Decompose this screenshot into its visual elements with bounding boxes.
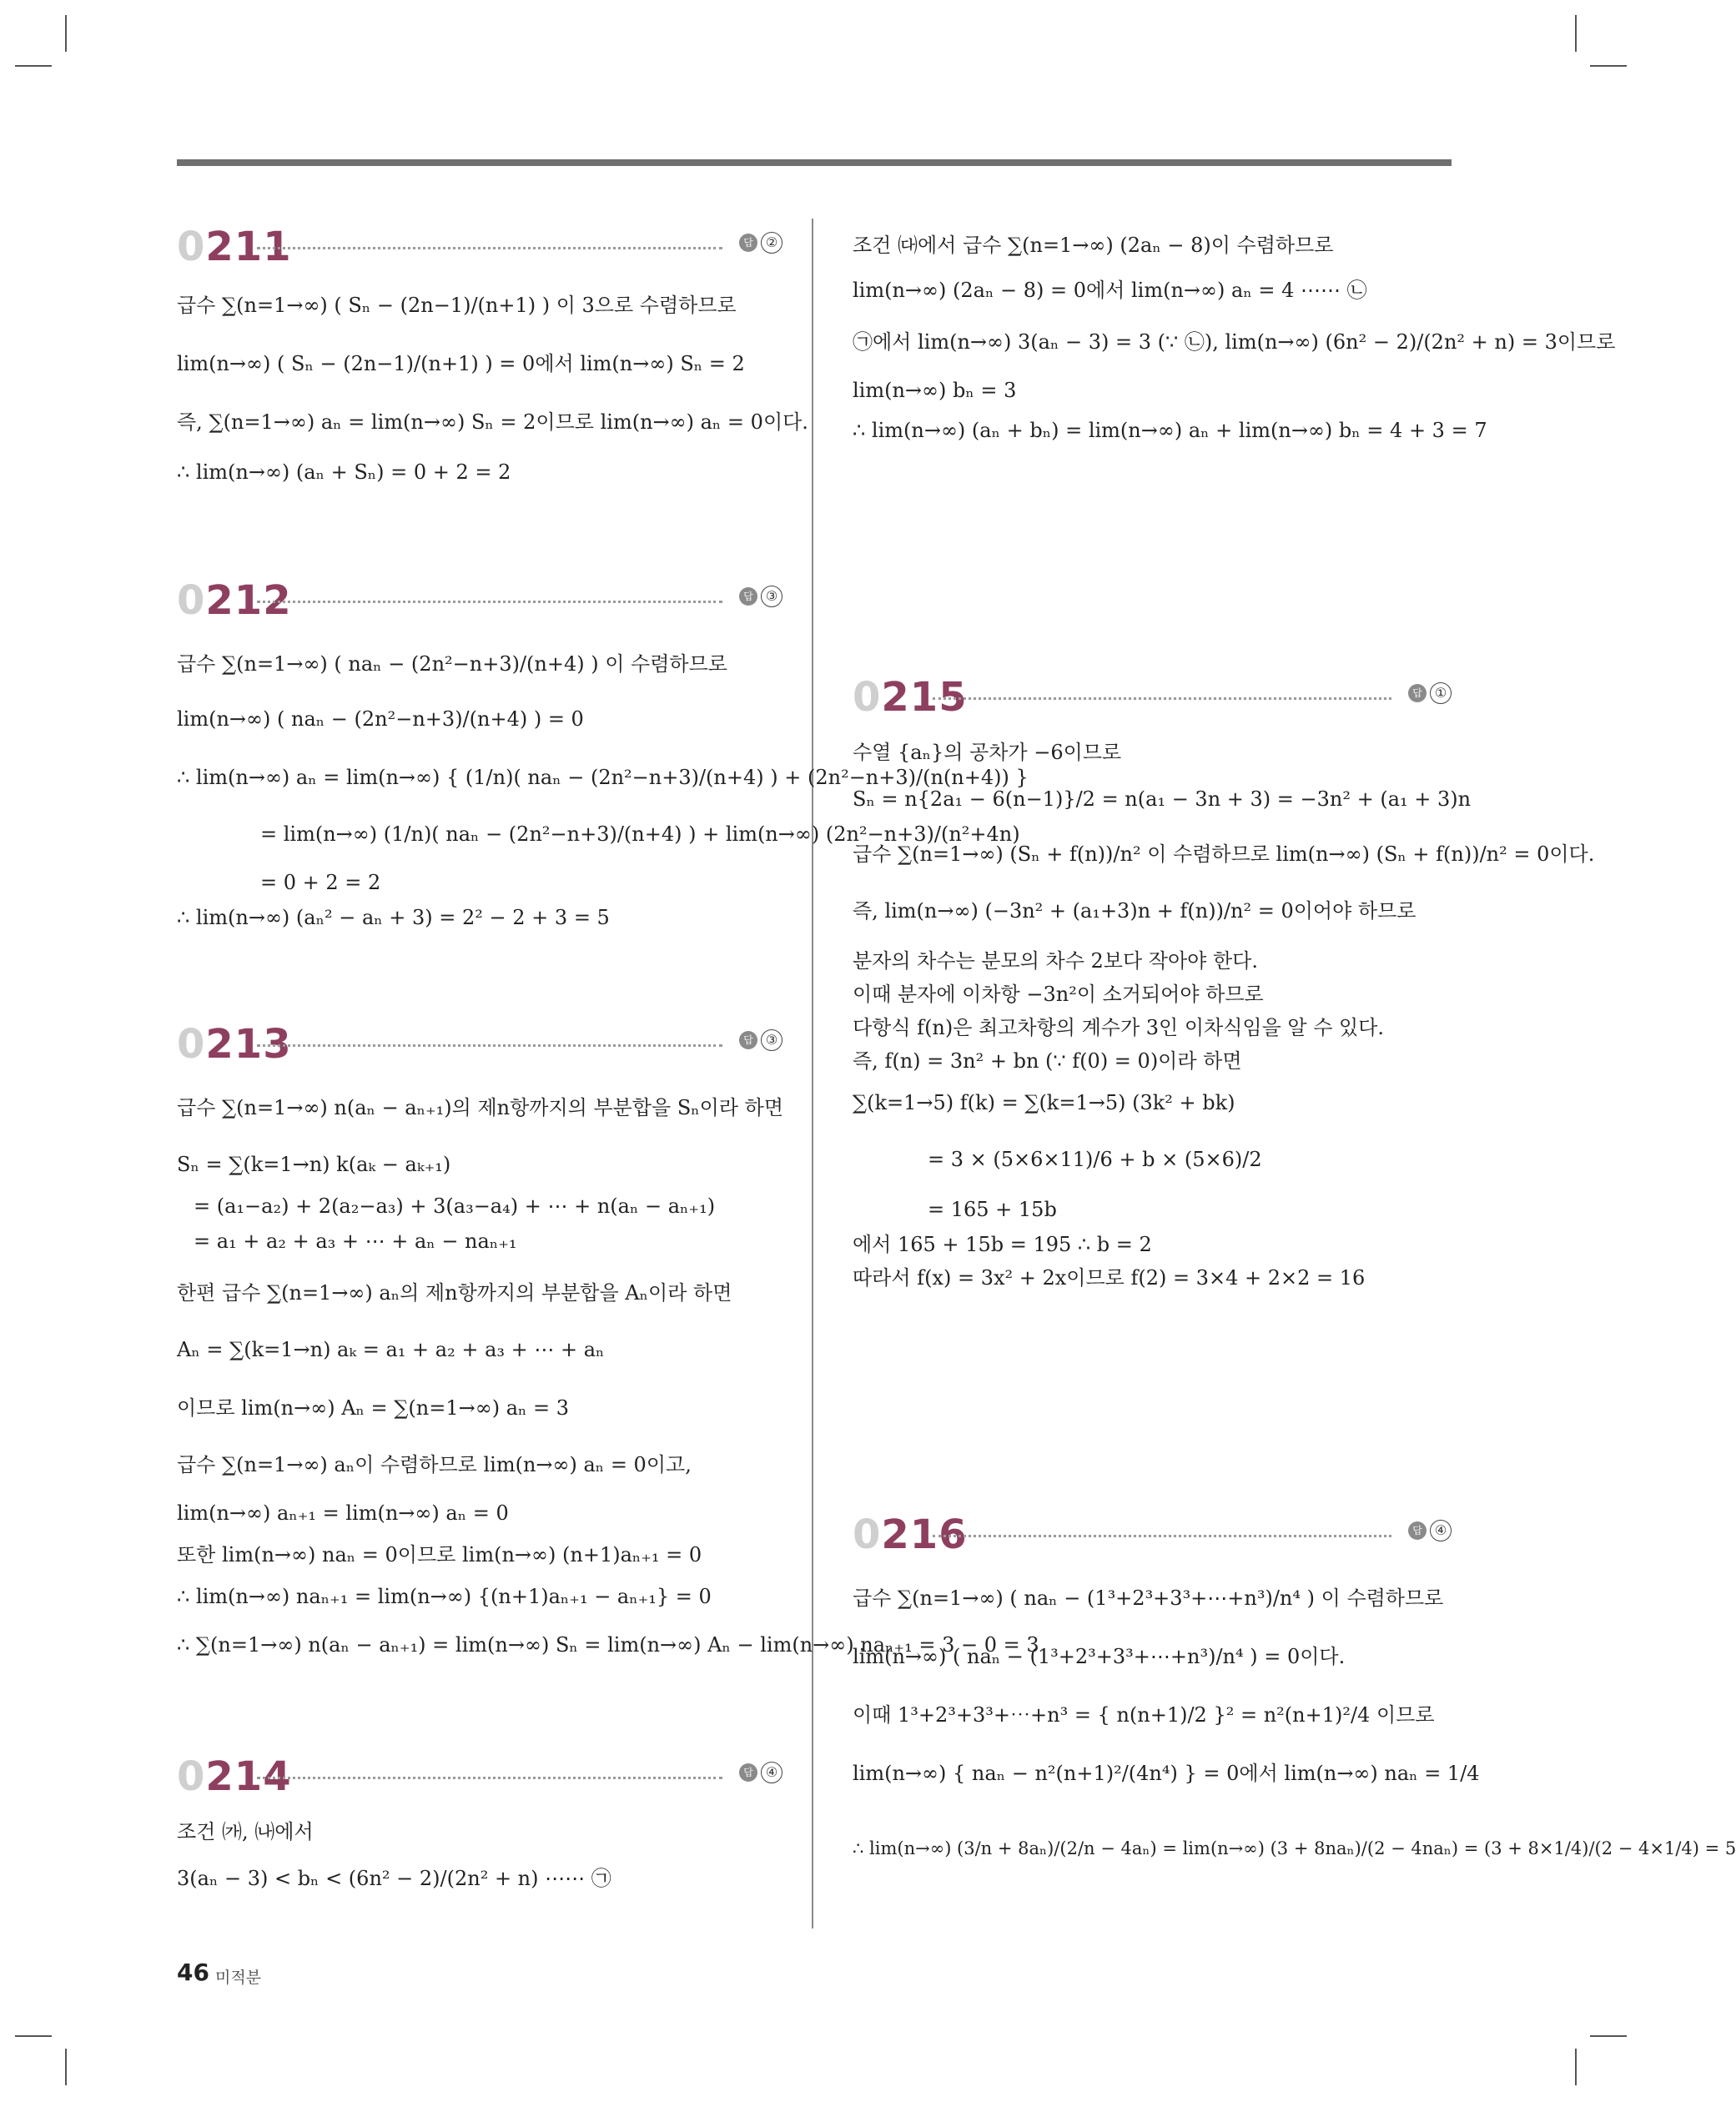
answer-choice: ③ xyxy=(761,1029,782,1051)
page-number: 46 xyxy=(177,1959,209,1986)
answer-choice: ④ xyxy=(761,1762,782,1783)
solution-line: 급수 ∑(n=1→∞) (Sₙ + f(n))/n² 이 수렴하므로 lim(n→∞) (Sₙ + f(n))/n² = 0이다. xyxy=(853,842,1595,866)
answer-marker xyxy=(739,232,782,254)
crop-mark xyxy=(1590,65,1627,67)
solution-line: 이때 분자에 이차항 −3n²이 소거되어야 하므로 xyxy=(853,983,1264,1006)
solution-line: 다항식 f(n)은 최고차항의 계수가 3인 이차식임을 알 수 있다. xyxy=(853,1016,1385,1039)
crop-mark xyxy=(65,15,67,52)
answer-marker xyxy=(739,586,782,607)
problem-header-0212 xyxy=(177,576,782,626)
crop-mark xyxy=(15,2035,52,2037)
problem-header-0213 xyxy=(177,1019,782,1069)
solution-line: 수열 {aₙ}의 공차가 −6이므로 xyxy=(853,741,1122,764)
answer-tag: 답 xyxy=(1408,684,1427,702)
subject-label: 미적분 xyxy=(215,1969,262,1987)
crop-mark xyxy=(1590,2035,1627,2037)
problem-header-0214 xyxy=(177,1752,782,1802)
solution-line: 급수 ∑(n=1→∞) aₙ이 수렴하므로 lim(n→∞) aₙ = 0이고, xyxy=(177,1453,692,1476)
crop-mark xyxy=(65,2049,67,2085)
answer-tag: 답 xyxy=(739,587,757,606)
solution-line: 즉, lim(n→∞) (−3n² + (a₁+3)n + f(n))/n² = 0이어야 하므로 xyxy=(853,899,1416,923)
solution-line: 조건 ㈎, ㈏에서 xyxy=(177,1820,314,1843)
solution-line: 한편 급수 ∑(n=1→∞) aₙ의 제n항까지의 부분합을 Aₙ이라 하면 xyxy=(177,1281,732,1305)
solution-line: ∴ lim(n→∞) (aₙ + bₙ) = lim(n→∞) aₙ + lim(n→∞) bₙ = 4 + 3 = 7 xyxy=(853,419,1487,442)
problem-number: 0215 xyxy=(853,674,968,721)
leader-dots xyxy=(933,1535,1391,1537)
answer-marker xyxy=(1408,682,1452,704)
solution-line: lim(n→∞) { naₙ − n²(n+1)²/(4n⁴) } = 0에서 lim(n→∞) naₙ = 1/4 xyxy=(853,1762,1480,1785)
solution-line: lim(n→∞) aₙ₊₁ = lim(n→∞) aₙ = 0 xyxy=(177,1501,509,1525)
problem-number: 0216 xyxy=(853,1511,968,1558)
answer-marker xyxy=(1408,1520,1452,1541)
crop-mark xyxy=(1575,2049,1577,2085)
solution-line: = 165 + 15b xyxy=(928,1198,1057,1221)
leader-dots xyxy=(933,697,1391,700)
solution-line: ㉠에서 lim(n→∞) 3(aₙ − 3) = 3 (∵ ㉡), lim(n→∞) (6n² − 2)/(2n² + n) = 3이므로 xyxy=(853,330,1616,354)
solution-line: ∴ lim(n→∞) (aₙ² − aₙ + 3) = 2² − 2 + 3 = 5 xyxy=(177,906,610,929)
solution-line: 3(aₙ − 3) < bₙ < (6n² − 2)/(2n² + n) ⋯⋯ ㉠ xyxy=(177,1867,611,1890)
solution-line: = (a₁−a₂) + 2(a₂−a₃) + 3(a₃−a₄) + ⋯ + n(aₙ − aₙ₊₁) xyxy=(194,1194,716,1218)
problem-number: 0214 xyxy=(177,1753,292,1800)
solution-line: = 0 + 2 = 2 xyxy=(260,871,381,894)
problem-number: 0213 xyxy=(177,1021,292,1068)
top-rule xyxy=(177,159,1452,166)
solution-line: ∴ lim(n→∞) (3/n + 8aₙ)/(2/n − 4aₙ) = lim(n→∞) (3 + 8naₙ)/(2 − 4naₙ) = (3 + 8×1/4)/(2 − 4×1/4) = 5 xyxy=(853,1838,1736,1858)
solution-line: Sₙ = ∑(k=1→n) k(aₖ − aₖ₊₁) xyxy=(177,1153,451,1176)
column-divider xyxy=(812,219,813,1929)
leader-dots xyxy=(257,1777,722,1779)
answer-marker xyxy=(739,1029,782,1051)
leader-dots xyxy=(257,1044,722,1047)
solution-line: ∴ lim(n→∞) naₙ₊₁ = lim(n→∞) {(n+1)aₙ₊₁ − aₙ₊₁} = 0 xyxy=(177,1585,712,1608)
problem-number: 0211 xyxy=(177,224,292,270)
solution-line: lim(n→∞) (2aₙ − 8) = 0에서 lim(n→∞) aₙ = 4 ⋯⋯ ㉡ xyxy=(853,279,1367,302)
answer-choice: ④ xyxy=(1430,1520,1452,1541)
solution-line: 이므로 lim(n→∞) Aₙ = ∑(n=1→∞) aₙ = 3 xyxy=(177,1396,570,1420)
leader-dots xyxy=(257,247,722,249)
solution-line: = 3 × (5×6×11)/6 + b × (5×6)/2 xyxy=(928,1148,1262,1171)
answer-choice: ① xyxy=(1430,682,1452,704)
answer-choice: ② xyxy=(761,232,782,254)
solution-line: 즉, ∑(n=1→∞) aₙ = lim(n→∞) Sₙ = 2이므로 lim(n→∞) aₙ = 0이다. xyxy=(177,410,808,434)
solution-line: 즉, f(n) = 3n² + bn (∵ f(0) = 0)이라 하면 xyxy=(853,1049,1242,1073)
answer-marker xyxy=(739,1762,782,1783)
solution-line: lim(n→∞) ( naₙ − (1³+2³+3³+⋯+n³)/n⁴ ) = 0이다. xyxy=(853,1645,1346,1668)
problem-number: 0212 xyxy=(177,577,292,624)
solution-line: lim(n→∞) bₙ = 3 xyxy=(853,379,1017,402)
solution-line: ∴ ∑(n=1→∞) n(aₙ − aₙ₊₁) = lim(n→∞) Sₙ = lim(n→∞) Aₙ − lim(n→∞) naₙ₊₁ = 3 − 0 = 3 xyxy=(177,1633,1039,1657)
answer-choice: ③ xyxy=(761,586,782,607)
solution-line: 또한 lim(n→∞) naₙ = 0이므로 lim(n→∞) (n+1)aₙ₊₁ = 0 xyxy=(177,1543,702,1566)
problem-header-0211 xyxy=(177,222,782,272)
answer-tag: 답 xyxy=(739,1031,757,1049)
solution-line: 이때 1³+2³+3³+⋯+n³ = { n(n+1)/2 }² = n²(n+1)²/4 이므로 xyxy=(853,1703,1435,1727)
solution-line: = lim(n→∞) (1/n)( naₙ − (2n²−n+3)/(n+4) ) + lim(n→∞) (2n²−n+3)/(n²+4n) xyxy=(260,822,1020,846)
leader-dots xyxy=(257,601,722,603)
answer-tag: 답 xyxy=(739,234,757,252)
answer-tag: 답 xyxy=(739,1763,757,1782)
answer-tag: 답 xyxy=(1408,1521,1427,1540)
solution-line: 조건 ㈐에서 급수 ∑(n=1→∞) (2aₙ − 8)이 수렴하므로 xyxy=(853,234,1334,257)
solution-line: 따라서 f(x) = 3x² + 2x이므로 f(2) = 3×4 + 2×2 = 16 xyxy=(853,1266,1366,1290)
solution-line: 급수 ∑(n=1→∞) n(aₙ − aₙ₊₁)의 제n항까지의 부분합을 Sₙ이라 하면 xyxy=(177,1096,784,1119)
problem-header-0216 xyxy=(853,1510,1452,1560)
solution-line: 분자의 차수는 분모의 차수 2보다 작아야 한다. xyxy=(853,949,1258,973)
solution-line: ∴ lim(n→∞) aₙ = lim(n→∞) { (1/n)( naₙ − (2n²−n+3)/(n+4) ) + (2n²−n+3)/(n(n+4)) } xyxy=(177,766,1029,789)
crop-mark xyxy=(1575,15,1577,52)
solution-line: ∴ lim(n→∞) (aₙ + Sₙ) = 0 + 2 = 2 xyxy=(177,460,511,484)
solution-line: 에서 165 + 15b = 195 ∴ b = 2 xyxy=(853,1233,1152,1256)
solution-line: lim(n→∞) ( Sₙ − (2n−1)/(n+1) ) = 0에서 lim(n→∞) Sₙ = 2 xyxy=(177,352,745,375)
crop-mark xyxy=(15,65,52,67)
solution-line: 급수 ∑(n=1→∞) ( naₙ − (1³+2³+3³+⋯+n³)/n⁴ ) 이 수렴하므로 xyxy=(853,1587,1444,1610)
solution-line: Aₙ = ∑(k=1→n) aₖ = a₁ + a₂ + a₃ + ⋯ + aₙ xyxy=(177,1338,605,1361)
solution-line: 급수 ∑(n=1→∞) ( Sₙ − (2n−1)/(n+1) ) 이 3으로 수렴하므로 xyxy=(177,294,737,317)
problem-header-0215 xyxy=(853,672,1452,722)
solution-line: = a₁ + a₂ + a₃ + ⋯ + aₙ − naₙ₊₁ xyxy=(194,1230,517,1253)
solution-line: ∑(k=1→5) f(k) = ∑(k=1→5) (3k² + bk) xyxy=(853,1091,1235,1114)
solution-line: lim(n→∞) ( naₙ − (2n²−n+3)/(n+4) ) = 0 xyxy=(177,707,584,731)
solution-line: Sₙ = n{2a₁ − 6(n−1)}/2 = n(a₁ − 3n + 3) = −3n² + (a₁ + 3)n xyxy=(853,787,1472,811)
solution-line: 급수 ∑(n=1→∞) ( naₙ − (2n²−n+3)/(n+4) ) 이 수렴하므로 xyxy=(177,652,727,676)
